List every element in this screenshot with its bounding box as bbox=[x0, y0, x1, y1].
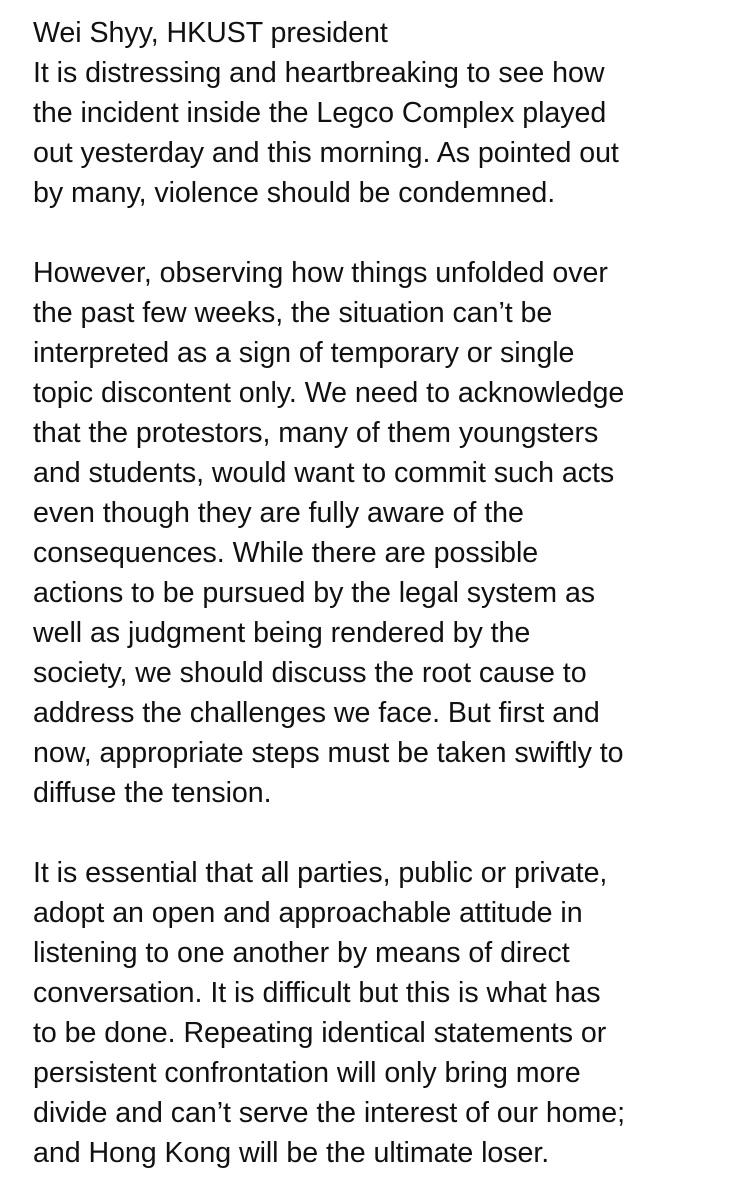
text-line: now, appropriate steps must be taken swiftly to bbox=[33, 737, 624, 769]
text-line: listening to one another by means of direct bbox=[33, 937, 570, 969]
text-line: It is essential that all parties, public or private, bbox=[33, 857, 608, 889]
text-line: actions to be pursued by the legal system as bbox=[33, 577, 596, 609]
text-line: and Hong Kong will be the ultimate loser. bbox=[33, 1137, 550, 1169]
text-line: even though they are fully aware of the bbox=[33, 497, 524, 529]
text-line: interpreted as a sign of temporary or single bbox=[33, 337, 575, 369]
text-line: adopt an open and approachable attitude in bbox=[33, 897, 583, 929]
text-line: by many, violence should be condemned. bbox=[33, 177, 556, 209]
statement-document bbox=[33, 13, 745, 1173]
text-line: divide and can’t serve the interest of our home; bbox=[33, 1097, 626, 1129]
text-line: address the challenges we face. But first and bbox=[33, 697, 600, 729]
text-line: persistent confrontation will only bring more bbox=[33, 1057, 581, 1089]
text-line: consequences. While there are possible bbox=[33, 537, 539, 569]
paragraph-gap bbox=[33, 213, 745, 253]
text-line: topic discontent only. We need to acknowledge bbox=[33, 377, 625, 409]
text-line: diffuse the tension. bbox=[33, 777, 272, 809]
text-line: well as judgment being rendered by the bbox=[33, 617, 531, 649]
text-line: and students, would want to commit such acts bbox=[33, 457, 615, 489]
text-line: society, we should discuss the root cause to bbox=[33, 657, 587, 689]
text-line: the past few weeks, the situation can’t be bbox=[33, 297, 553, 329]
author-line: Wei Shyy, HKUST president bbox=[33, 17, 388, 49]
paragraph-gap bbox=[33, 813, 745, 853]
text-line: However, observing how things unfolded over bbox=[33, 257, 608, 289]
text-line: conversation. It is difficult but this is what has bbox=[33, 977, 601, 1009]
text-line: It is distressing and heartbreaking to see how bbox=[33, 57, 605, 89]
paragraph-1 bbox=[33, 53, 745, 213]
text-line: out yesterday and this morning. As pointed out bbox=[33, 137, 619, 169]
text-line: the incident inside the Legco Complex played bbox=[33, 97, 607, 129]
paragraph-3 bbox=[33, 853, 745, 1173]
paragraph-2 bbox=[33, 253, 745, 813]
text-line: that the protestors, many of them youngsters bbox=[33, 417, 599, 449]
text-line: to be done. Repeating identical statements or bbox=[33, 1017, 607, 1049]
